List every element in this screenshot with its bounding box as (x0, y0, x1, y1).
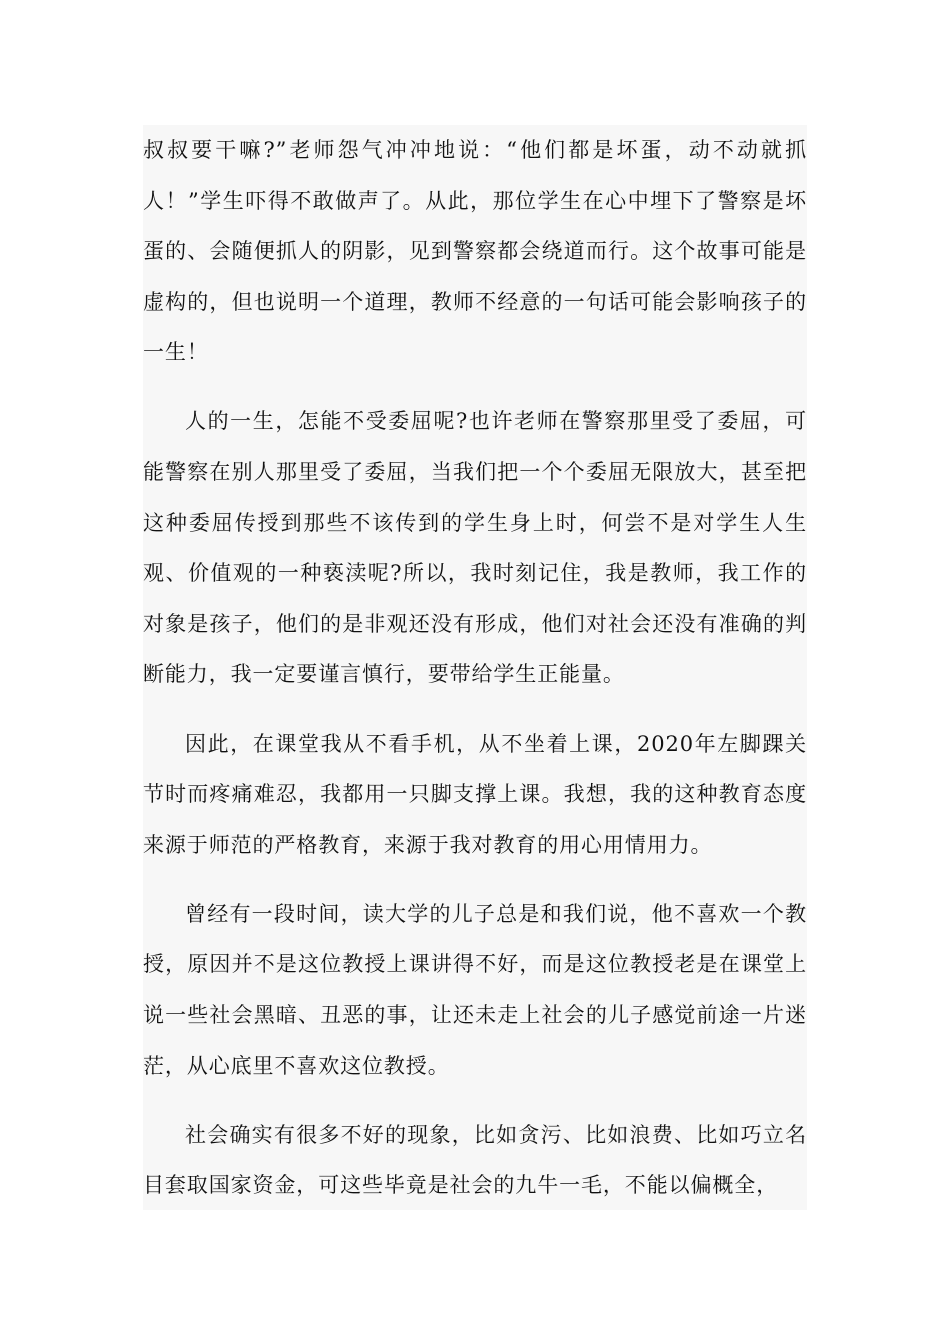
paragraph-1: 叔叔要干嘛?”老师怨气冲冲地说：“他们都是坏蛋，动不动就抓人！”学生吓得不敢做声了。从此，那位学生在心中埋下了警察是坏蛋的、会随便抓人的阴影，见到警察都会绕道而行。这个故事可能是虚构的，但也说明一个道理，教师不经意的一句话可能会影响孩子的一生！ (143, 138, 807, 365)
paragraph-5: 社会确实有很多不好的现象，比如贪污、比如浪费、比如巧立名目套取国家资金，可这些毕竟是社会的九牛一毛，不能以偏概全， (143, 1122, 807, 1198)
paragraph-2: 人的一生，怎能不受委屈呢?也许老师在警察那里受了委屈，可能警察在别人那里受了委屈，当我们把一个个委屈无限放大，甚至把这种委屈传授到那些不该传到的学生身上时，何尝不是对学生人生观、价值观的一种亵渎呢?所以，我时刻记住，我是教师，我工作的对象是孩子，他们的是非观还没有形成，他们对社会还没有准确的判断能力，我一定要谨言慎行，要带给学生正能量。 (143, 409, 807, 687)
paragraph-3: 因此，在课堂我从不看手机，从不坐着上课，2020年左脚踝关节时而疼痛难忍，我都用一只脚支撑上课。我想，我的这种教育态度来源于师范的严格教育，来源于我对教育的用心用情用力。 (143, 731, 807, 857)
paragraph-4: 曾经有一段时间，读大学的儿子总是和我们说，他不喜欢一个教授，原因并不是这位教授上课讲得不好，而是这位教授老是在课堂上说一些社会黑暗、丑恶的事，让还未走上社会的儿子感觉前途一片迷茫，从心底里不喜欢这位教授。 (143, 901, 807, 1078)
document-body (143, 125, 807, 1210)
